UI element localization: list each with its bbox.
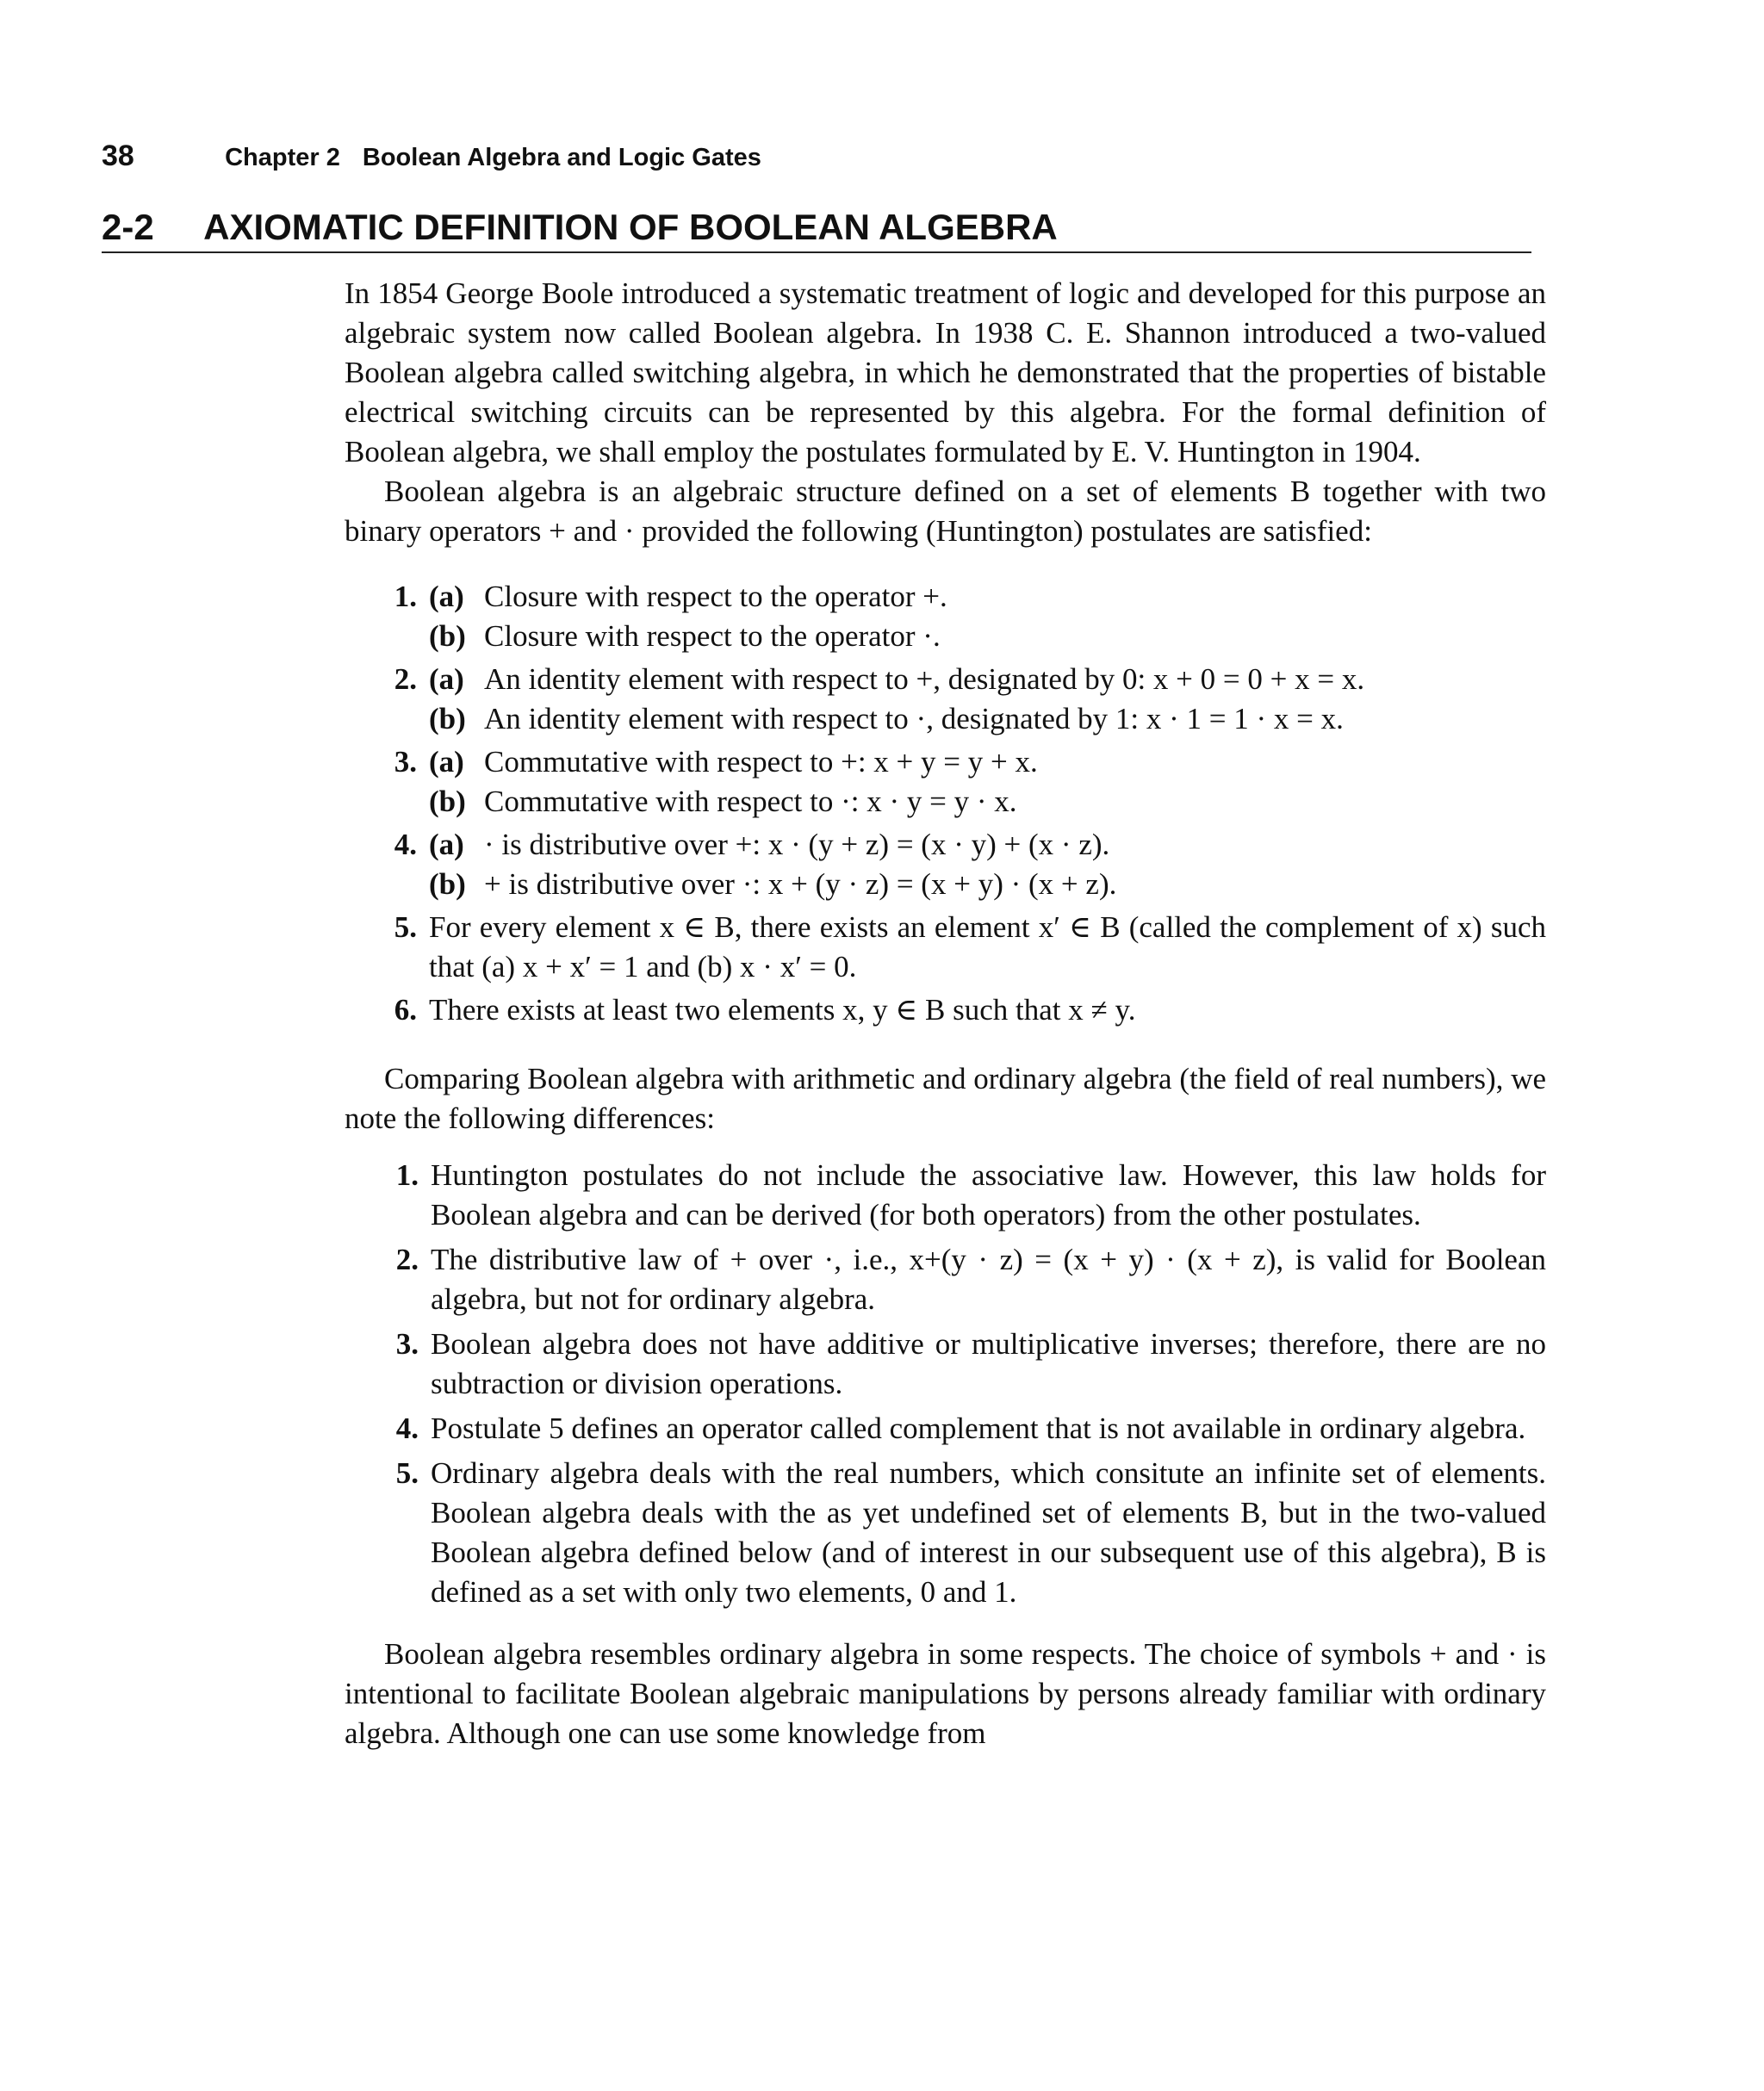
postulate-text: There exists at least two elements x, y ∈ B such that x ≠ y. [429,993,1136,1027]
postulate-number: 3. [394,745,417,779]
postulate-number: 6. [394,993,417,1027]
difference-number: 4. [395,1412,419,1445]
difference-number: 2. [395,1243,419,1276]
postulate-text: Commutative with respect to ·: x · y = y · x. [484,785,1017,818]
difference-text: Boolean algebra does not have additive or multiplicative inverses; therefore, there are no subtraction or division operations. [431,1327,1546,1400]
difference-text: Ordinary algebra deals with the real numbers, which consitute an infinite set of elements. Boolean algebra deals with the as yet undefined set of elements B, but in the two-valued Boolean algebra defined below (and of interest in our subsequent use of this algebra), B is defined as a set with only two elements, 0 and 1. [431,1456,1546,1609]
definition-paragraph: Boolean algebra is an algebraic structure defined on a set of elements B together with two binary operators + and · provided the following (Huntington) postulates are satisfied: [345,475,1546,548]
postulate-text: For every element x ∈ B, there exists an element x′ ∈ B (called the complement of x) such that (a) x + x′ = 1 and (b) x · x′ = 0. [429,910,1546,983]
difference-text: Huntington postulates do not include the associative law. However, this law holds for Boolean algebra and can be derived (for both operators) from the other postulates. [431,1158,1546,1232]
postulate-number: 5. [394,910,417,944]
difference-item [379,1240,1546,1319]
postulate-sub-label: (a) [429,662,464,696]
postulate-text: An identity element with respect to +, designated by 0: x + 0 = 0 + x = x. [484,662,1365,696]
chapter-title: Boolean Algebra and Logic Gates [362,144,761,171]
postulate-sub-label: (b) [429,785,466,818]
postulate-text: An identity element with respect to ·, designated by 1: x · 1 = 1 · x = x. [484,702,1344,735]
postulate-sub-label: (b) [429,702,466,735]
postulate-text: Closure with respect to the operator +. [484,580,947,613]
spacer [345,1033,1546,1059]
section-heading [102,207,1531,253]
postulate-sub-label: (b) [429,867,466,901]
postulate-item [379,660,1546,739]
difference-number: 3. [395,1327,419,1361]
difference-text: The distributive law of + over ·, i.e., x+(y · z) = (x + y) · (x + z), is valid for Boolean algebra, but not for ordinary algebra. [431,1243,1546,1316]
difference-item [379,1156,1546,1235]
postulate-text: Closure with respect to the operator ·. [484,619,941,653]
postulate-number: 2. [394,662,417,696]
postulate-item [379,990,1546,1030]
intro-paragraph: In 1854 George Boole introduced a systematic treatment of logic and developed for this purpose an algebraic system now called Boolean algebra. In 1938 C. E. Shannon introduced a two-valued Boolean algebra called switching algebra, in which he demonstrated that the properties of bistable electrical switching circuits can be represented by this algebra. For the formal definition of Boolean algebra, we shall employ the postulates formulated by E. V. Huntington in 1904. [345,276,1546,468]
postulate-item [379,908,1546,987]
postulate-number: 1. [394,580,417,613]
postulate-number: 4. [394,828,417,861]
difference-item [379,1325,1546,1404]
section-number: 2-2 [102,207,154,247]
chapter-label: Chapter 2 [225,144,340,171]
postulate-sub-label: (b) [429,619,466,653]
difference-number: 5. [395,1456,419,1490]
spacer [345,551,1546,577]
spacer [345,1617,1546,1635]
closing-paragraph: Boolean algebra resembles ordinary algebra in some respects. The choice of symbols + and · is intentional to facilitate Boolean algebraic manipulations by persons already familiar with ordinary algebra. Although one can use some knowledge from [345,1637,1546,1750]
difference-item [379,1409,1546,1449]
postulate-text: · is distributive over +: x · (y + z) = (x · y) + (x · z). [484,828,1110,861]
comparing-paragraph: Comparing Boolean algebra with arithmetic and ordinary algebra (the field of real numbers), we note the following differences: [345,1062,1546,1135]
postulate-item [379,825,1546,904]
postulate-text: + is distributive over ·: x + (y · z) = (x + y) · (x + z). [484,867,1117,901]
postulate-item [379,577,1546,656]
spacer [345,1139,1546,1156]
running-header [102,140,761,173]
page-body [345,274,1546,1753]
page-number: 38 [102,140,134,172]
postulate-sub-label: (a) [429,580,464,613]
postulate-sub-label: (a) [429,745,464,779]
difference-item [379,1454,1546,1612]
postulate-sub-label: (a) [429,828,464,861]
difference-text: Postulate 5 defines an operator called complement that is not available in ordinary algebra. [431,1412,1526,1445]
section-title: AXIOMATIC DEFINITION OF BOOLEAN ALGEBRA [203,207,1058,247]
postulate-text: Commutative with respect to +: x + y = y + x. [484,745,1038,779]
postulate-item [379,742,1546,822]
difference-number: 1. [395,1158,419,1192]
